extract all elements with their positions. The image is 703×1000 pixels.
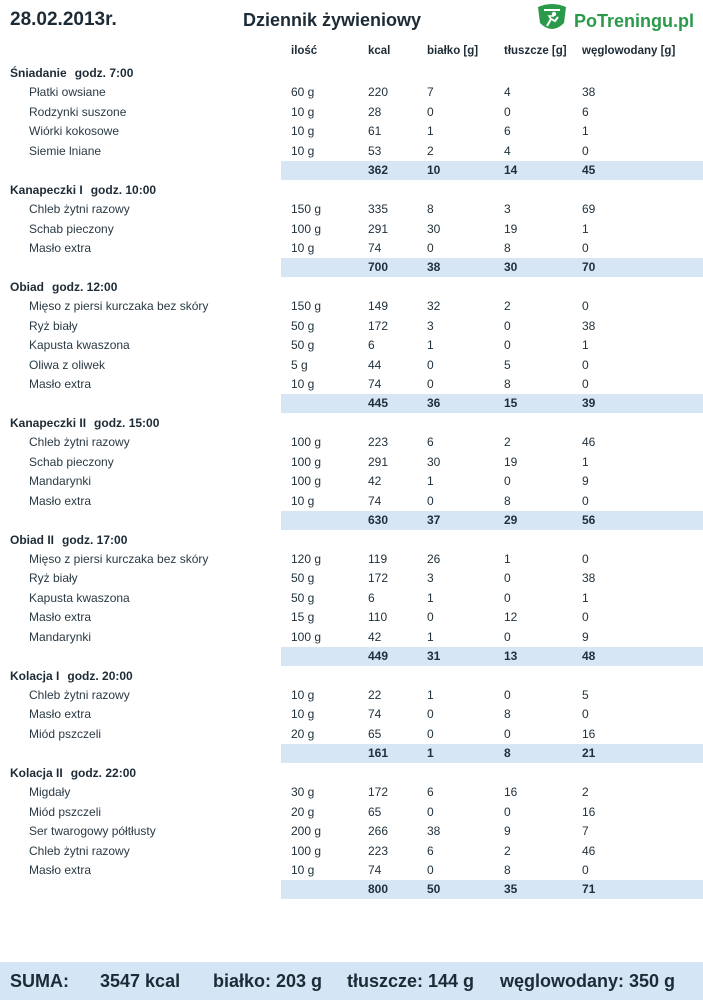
total-carbs: 71	[582, 882, 596, 897]
food-fat: 0	[504, 590, 511, 605]
food-qty: 50 g	[291, 318, 315, 333]
food-name: Schab pieczony	[29, 221, 114, 236]
food-qty: 10 g	[291, 688, 315, 702]
food-fat: 12	[504, 610, 518, 625]
food-name: Kapusta kwaszona	[29, 338, 130, 353]
food-kcal: 74	[368, 240, 382, 255]
runner-logo-icon	[534, 3, 570, 37]
food-fat: 2	[504, 299, 511, 314]
food-item-row	[0, 200, 703, 219]
food-qty: 20 g	[291, 726, 315, 741]
food-name: Masło extra	[29, 240, 92, 255]
total-fat: 8	[504, 746, 511, 761]
food-carbs: 0	[582, 240, 589, 255]
meal-header	[0, 667, 703, 686]
food-item-row	[0, 783, 703, 802]
food-carbs: 16	[582, 726, 596, 741]
food-item-row	[0, 822, 703, 841]
food-name: Schab pieczony	[29, 454, 114, 469]
food-qty: 100 g	[291, 435, 322, 450]
food-qty: 100 g	[291, 474, 322, 489]
food-item-row	[0, 239, 703, 258]
food-kcal: 65	[368, 804, 382, 819]
food-qty: 100 g	[291, 221, 322, 236]
food-item-row	[0, 103, 703, 122]
food-protein: 0	[427, 240, 434, 255]
food-carbs: 1	[582, 590, 589, 605]
total-protein: 38	[427, 260, 441, 275]
food-kcal: 44	[368, 357, 382, 372]
food-protein: 30	[427, 221, 441, 236]
food-fat: 8	[504, 862, 511, 877]
food-qty: 10 g	[291, 124, 315, 139]
food-qty: 15 g	[291, 610, 315, 625]
food-carbs: 0	[582, 299, 589, 314]
meal-name: Kolacja I	[10, 668, 60, 683]
meal-total-row	[0, 880, 703, 899]
food-name: Masło extra	[29, 707, 92, 722]
food-kcal: 65	[368, 726, 382, 741]
meal-total-bar	[281, 394, 703, 413]
food-fat: 16	[504, 785, 518, 800]
food-item-row	[0, 220, 703, 239]
food-carbs: 0	[582, 377, 589, 391]
food-protein: 3	[427, 571, 434, 586]
meal-title	[10, 531, 127, 550]
total-carbs: 56	[582, 513, 596, 528]
meal-time: godz. 7:00	[74, 66, 134, 80]
food-fat: 0	[504, 804, 511, 819]
food-kcal: 223	[368, 435, 389, 450]
food-qty: 5 g	[291, 357, 308, 372]
food-carbs: 38	[582, 85, 596, 100]
food-protein: 1	[427, 124, 434, 139]
food-carbs: 7	[582, 824, 589, 839]
food-item-row	[0, 83, 703, 102]
food-item-row	[0, 705, 703, 724]
column-header-protein: białko [g]	[427, 45, 479, 57]
food-fat: 2	[504, 435, 511, 450]
food-kcal: 53	[368, 143, 382, 158]
column-header-carbs: węglowodany [g]	[582, 45, 676, 57]
food-protein: 2	[427, 143, 434, 158]
total-protein: 50	[427, 882, 441, 897]
food-kcal: 42	[368, 474, 382, 489]
food-name: Mandarynki	[29, 629, 92, 644]
meal-time: godz. 20:00	[67, 668, 133, 683]
food-carbs: 0	[582, 610, 589, 625]
food-name: Chleb żytni razowy	[29, 843, 130, 858]
food-carbs: 1	[582, 124, 589, 139]
meal-total-bar	[281, 258, 703, 277]
food-qty: 30 g	[291, 785, 315, 800]
total-kcal: 630	[368, 513, 389, 528]
food-protein: 0	[427, 377, 434, 391]
meal-time: godz. 10:00	[90, 182, 157, 197]
food-carbs: 0	[582, 551, 589, 566]
total-carbs: 39	[582, 396, 596, 411]
food-item-row	[0, 608, 703, 627]
food-carbs: 9	[582, 474, 589, 489]
food-protein: 0	[427, 726, 434, 741]
meal-total-row	[0, 161, 703, 180]
food-kcal: 172	[368, 571, 389, 586]
food-carbs: 46	[582, 435, 596, 450]
food-protein: 1	[427, 590, 434, 605]
food-qty: 10 g	[291, 493, 315, 508]
food-qty: 10 g	[291, 104, 315, 119]
meal-title	[10, 667, 133, 686]
summary-kcal: 3547 kcal	[100, 971, 181, 991]
food-qty: 10 g	[291, 707, 315, 722]
food-name: Rodzynki suszone	[29, 104, 127, 119]
food-carbs: 16	[582, 804, 596, 819]
summary-carbs: węglowodany: 350 g	[500, 971, 676, 991]
food-protein: 8	[427, 202, 434, 217]
meal-header	[0, 64, 703, 83]
food-name: Kapusta kwaszona	[29, 590, 130, 605]
food-protein: 38	[427, 824, 441, 839]
total-kcal: 449	[368, 649, 389, 664]
food-fat: 8	[504, 493, 511, 508]
food-item-row	[0, 472, 703, 491]
food-kcal: 74	[368, 377, 382, 391]
food-kcal: 266	[368, 824, 389, 839]
column-header-qty: ilość	[291, 45, 318, 57]
food-kcal: 74	[368, 862, 382, 877]
food-protein: 3	[427, 318, 434, 333]
food-carbs: 38	[582, 318, 596, 333]
food-kcal: 61	[368, 124, 382, 139]
total-kcal: 700	[368, 260, 389, 275]
food-fat: 8	[504, 707, 511, 722]
food-name: Ryż biały	[29, 571, 78, 586]
food-name: Wiórki kokosowe	[29, 124, 120, 139]
meal-time: godz. 22:00	[70, 765, 137, 780]
meal-name: Śniadanie	[10, 66, 67, 80]
column-header-kcal: kcal	[368, 45, 391, 57]
food-protein: 30	[427, 454, 441, 469]
food-item-row	[0, 861, 703, 880]
food-protein: 0	[427, 862, 434, 877]
food-fat: 0	[504, 474, 511, 489]
food-protein: 6	[427, 843, 434, 858]
food-fat: 4	[504, 85, 511, 100]
food-name: Migdały	[29, 785, 71, 800]
meal-total-bar	[281, 744, 703, 763]
food-item-row	[0, 433, 703, 452]
total-kcal: 800	[368, 882, 389, 897]
food-fat: 8	[504, 377, 511, 391]
meal-time: godz. 17:00	[62, 532, 128, 547]
food-kcal: 149	[368, 299, 389, 314]
food-carbs: 0	[582, 357, 589, 372]
food-carbs: 0	[582, 493, 589, 508]
diary-date: 28.02.2013r.	[10, 9, 117, 30]
food-fat: 0	[504, 571, 511, 586]
food-qty: 60 g	[291, 85, 315, 100]
food-item-row	[0, 453, 703, 472]
food-protein: 6	[427, 435, 434, 450]
food-name: Miód pszczeli	[29, 726, 102, 741]
food-qty: 200 g	[291, 824, 322, 839]
food-name: Siemie lniane	[29, 143, 102, 158]
meal-header	[0, 181, 703, 200]
food-name: Ryż biały	[29, 318, 78, 333]
food-carbs: 1	[582, 221, 589, 236]
page-header	[0, 0, 703, 40]
food-qty: 120 g	[291, 551, 322, 566]
food-item-row	[0, 142, 703, 161]
food-qty: 100 g	[291, 629, 322, 644]
meal-table	[0, 64, 703, 900]
food-protein: 0	[427, 610, 434, 625]
meal-header	[0, 764, 703, 783]
food-fat: 2	[504, 843, 511, 858]
meal-total-row	[0, 258, 703, 277]
food-fat: 19	[504, 454, 518, 469]
food-fat: 6	[504, 124, 511, 139]
food-qty: 20 g	[291, 804, 315, 819]
food-protein: 26	[427, 551, 441, 566]
meal-title	[10, 181, 156, 200]
column-header-fat: tłuszcze [g]	[504, 45, 567, 57]
total-carbs: 48	[582, 649, 596, 664]
food-carbs: 6	[582, 104, 589, 119]
meal-total-bar	[281, 161, 703, 180]
meal-name: Kanapeczki I	[10, 182, 83, 197]
food-item-row	[0, 122, 703, 141]
meal-total-row	[0, 394, 703, 413]
food-kcal: 74	[368, 707, 382, 722]
food-protein: 1	[427, 629, 434, 644]
food-fat: 9	[504, 824, 511, 839]
food-protein: 6	[427, 785, 434, 800]
summary-label: SUMA:	[10, 971, 69, 991]
food-item-row	[0, 569, 703, 588]
food-name: Mięso z piersi kurczaka bez skóry	[29, 551, 209, 566]
meal-time: godz. 15:00	[94, 415, 160, 430]
food-protein: 0	[427, 804, 434, 819]
meal-total-bar	[281, 647, 703, 666]
meal-total-bar	[281, 511, 703, 530]
food-fat: 0	[504, 104, 511, 119]
food-kcal: 74	[368, 493, 382, 508]
total-fat: 15	[504, 396, 518, 411]
food-item-row	[0, 297, 703, 316]
food-qty: 150 g	[291, 202, 322, 217]
food-kcal: 172	[368, 785, 389, 800]
meal-total-row	[0, 511, 703, 530]
total-kcal: 362	[368, 163, 389, 178]
food-protein: 32	[427, 299, 441, 314]
food-qty: 150 g	[291, 299, 322, 314]
food-kcal: 22	[368, 688, 382, 702]
food-protein: 1	[427, 688, 434, 702]
food-kcal: 223	[368, 843, 389, 858]
food-qty: 50 g	[291, 590, 315, 605]
food-fat: 4	[504, 143, 511, 158]
food-protein: 7	[427, 85, 434, 100]
food-fat: 8	[504, 240, 511, 255]
food-carbs: 0	[582, 862, 589, 877]
total-fat: 13	[504, 649, 518, 664]
page-title: Dziennik żywieniowy	[243, 10, 422, 30]
food-carbs: 1	[582, 338, 589, 353]
food-name: Chleb żytni razowy	[29, 202, 130, 217]
food-item-row	[0, 686, 703, 705]
food-kcal: 6	[368, 590, 375, 605]
food-fat: 5	[504, 357, 511, 372]
meal-time: godz. 12:00	[52, 279, 118, 294]
food-name: Masło extra	[29, 377, 92, 391]
total-protein: 10	[427, 163, 441, 178]
food-item-row	[0, 492, 703, 511]
meal-name: Kanapeczki II	[10, 415, 87, 430]
total-fat: 14	[504, 163, 518, 178]
meal-header	[0, 531, 703, 550]
food-name: Ser twarogowy półtłusty	[29, 824, 156, 839]
food-fat: 0	[504, 338, 511, 353]
food-kcal: 110	[368, 610, 388, 625]
meal-total-row	[0, 744, 703, 763]
food-carbs: 0	[582, 143, 589, 158]
food-name: Chleb żytni razowy	[29, 688, 130, 702]
meal-total-row	[0, 647, 703, 666]
food-protein: 1	[427, 474, 434, 489]
food-item-row	[0, 375, 703, 394]
total-fat: 30	[504, 260, 518, 275]
food-item-row	[0, 803, 703, 822]
food-qty: 10 g	[291, 862, 315, 877]
food-qty: 100 g	[291, 454, 322, 469]
meal-title	[10, 414, 159, 433]
food-carbs: 2	[582, 785, 589, 800]
food-qty: 10 g	[291, 377, 315, 391]
daily-summary-bar	[0, 962, 703, 1000]
meal-title	[10, 764, 136, 783]
food-fat: 19	[504, 221, 518, 236]
food-item-row	[0, 356, 703, 375]
food-qty: 50 g	[291, 338, 315, 353]
food-kcal: 335	[368, 202, 389, 217]
food-name: Masło extra	[29, 493, 92, 508]
total-fat: 35	[504, 882, 518, 897]
food-fat: 0	[504, 318, 511, 333]
food-kcal: 220	[368, 85, 389, 100]
food-kcal: 28	[368, 104, 382, 119]
meal-total-bar	[281, 880, 703, 899]
food-name: Mandarynki	[29, 474, 92, 489]
food-name: Oliwa z oliwek	[29, 357, 106, 372]
food-carbs: 1	[582, 454, 589, 469]
food-kcal: 6	[368, 338, 375, 353]
food-kcal: 119	[368, 551, 388, 566]
food-item-row	[0, 589, 703, 608]
food-carbs: 5	[582, 688, 589, 702]
food-item-row	[0, 628, 703, 647]
food-fat: 3	[504, 202, 511, 217]
food-protein: 1	[427, 338, 434, 353]
food-kcal: 42	[368, 629, 382, 644]
meal-title	[10, 64, 133, 83]
food-fat: 0	[504, 629, 511, 644]
total-kcal: 161	[368, 746, 389, 761]
food-protein: 0	[427, 707, 434, 722]
food-name: Masło extra	[29, 610, 92, 625]
food-carbs: 9	[582, 629, 589, 644]
food-qty: 10 g	[291, 240, 315, 255]
total-carbs: 21	[582, 746, 596, 761]
food-name: Mięso z piersi kurczaka bez skóry	[29, 299, 209, 314]
total-carbs: 70	[582, 260, 596, 275]
food-fat: 1	[504, 551, 511, 566]
brand-logo[interactable]	[534, 3, 699, 37]
meal-name: Kolacja II	[10, 765, 63, 780]
food-item-row	[0, 550, 703, 569]
food-name: Chleb żytni razowy	[29, 435, 130, 450]
total-fat: 29	[504, 513, 518, 528]
food-name: Miód pszczeli	[29, 804, 102, 819]
food-item-row	[0, 336, 703, 355]
logo-text: PoTreningu.pl	[574, 11, 694, 31]
meal-name: Obiad	[10, 279, 45, 294]
food-qty: 10 g	[291, 143, 315, 158]
food-kcal: 172	[368, 318, 389, 333]
food-qty: 100 g	[291, 843, 322, 858]
total-protein: 31	[427, 649, 441, 664]
food-qty: 50 g	[291, 571, 315, 586]
food-carbs: 69	[582, 202, 596, 217]
total-protein: 36	[427, 396, 441, 411]
meal-name: Obiad II	[10, 532, 55, 547]
food-protein: 0	[427, 104, 434, 119]
total-protein: 37	[427, 513, 441, 528]
meal-header	[0, 278, 703, 297]
food-carbs: 38	[582, 571, 596, 586]
food-kcal: 291	[368, 221, 389, 236]
summary-fat: tłuszcze: 144 g	[347, 971, 475, 991]
food-carbs: 0	[582, 707, 589, 722]
food-item-row	[0, 842, 703, 861]
summary-protein: białko: 203 g	[213, 971, 323, 991]
total-kcal: 445	[368, 396, 389, 411]
food-name: Płatki owsiane	[29, 85, 106, 100]
total-carbs: 45	[582, 163, 596, 178]
total-protein: 1	[427, 746, 434, 761]
food-fat: 0	[504, 726, 511, 741]
food-kcal: 291	[368, 454, 389, 469]
food-carbs: 46	[582, 843, 596, 858]
food-fat: 0	[504, 688, 511, 702]
meal-title	[10, 278, 117, 297]
food-item-row	[0, 317, 703, 336]
food-item-row	[0, 725, 703, 744]
meal-header	[0, 414, 703, 433]
food-protein: 0	[427, 357, 434, 372]
food-name: Masło extra	[29, 862, 92, 877]
food-protein: 0	[427, 493, 434, 508]
